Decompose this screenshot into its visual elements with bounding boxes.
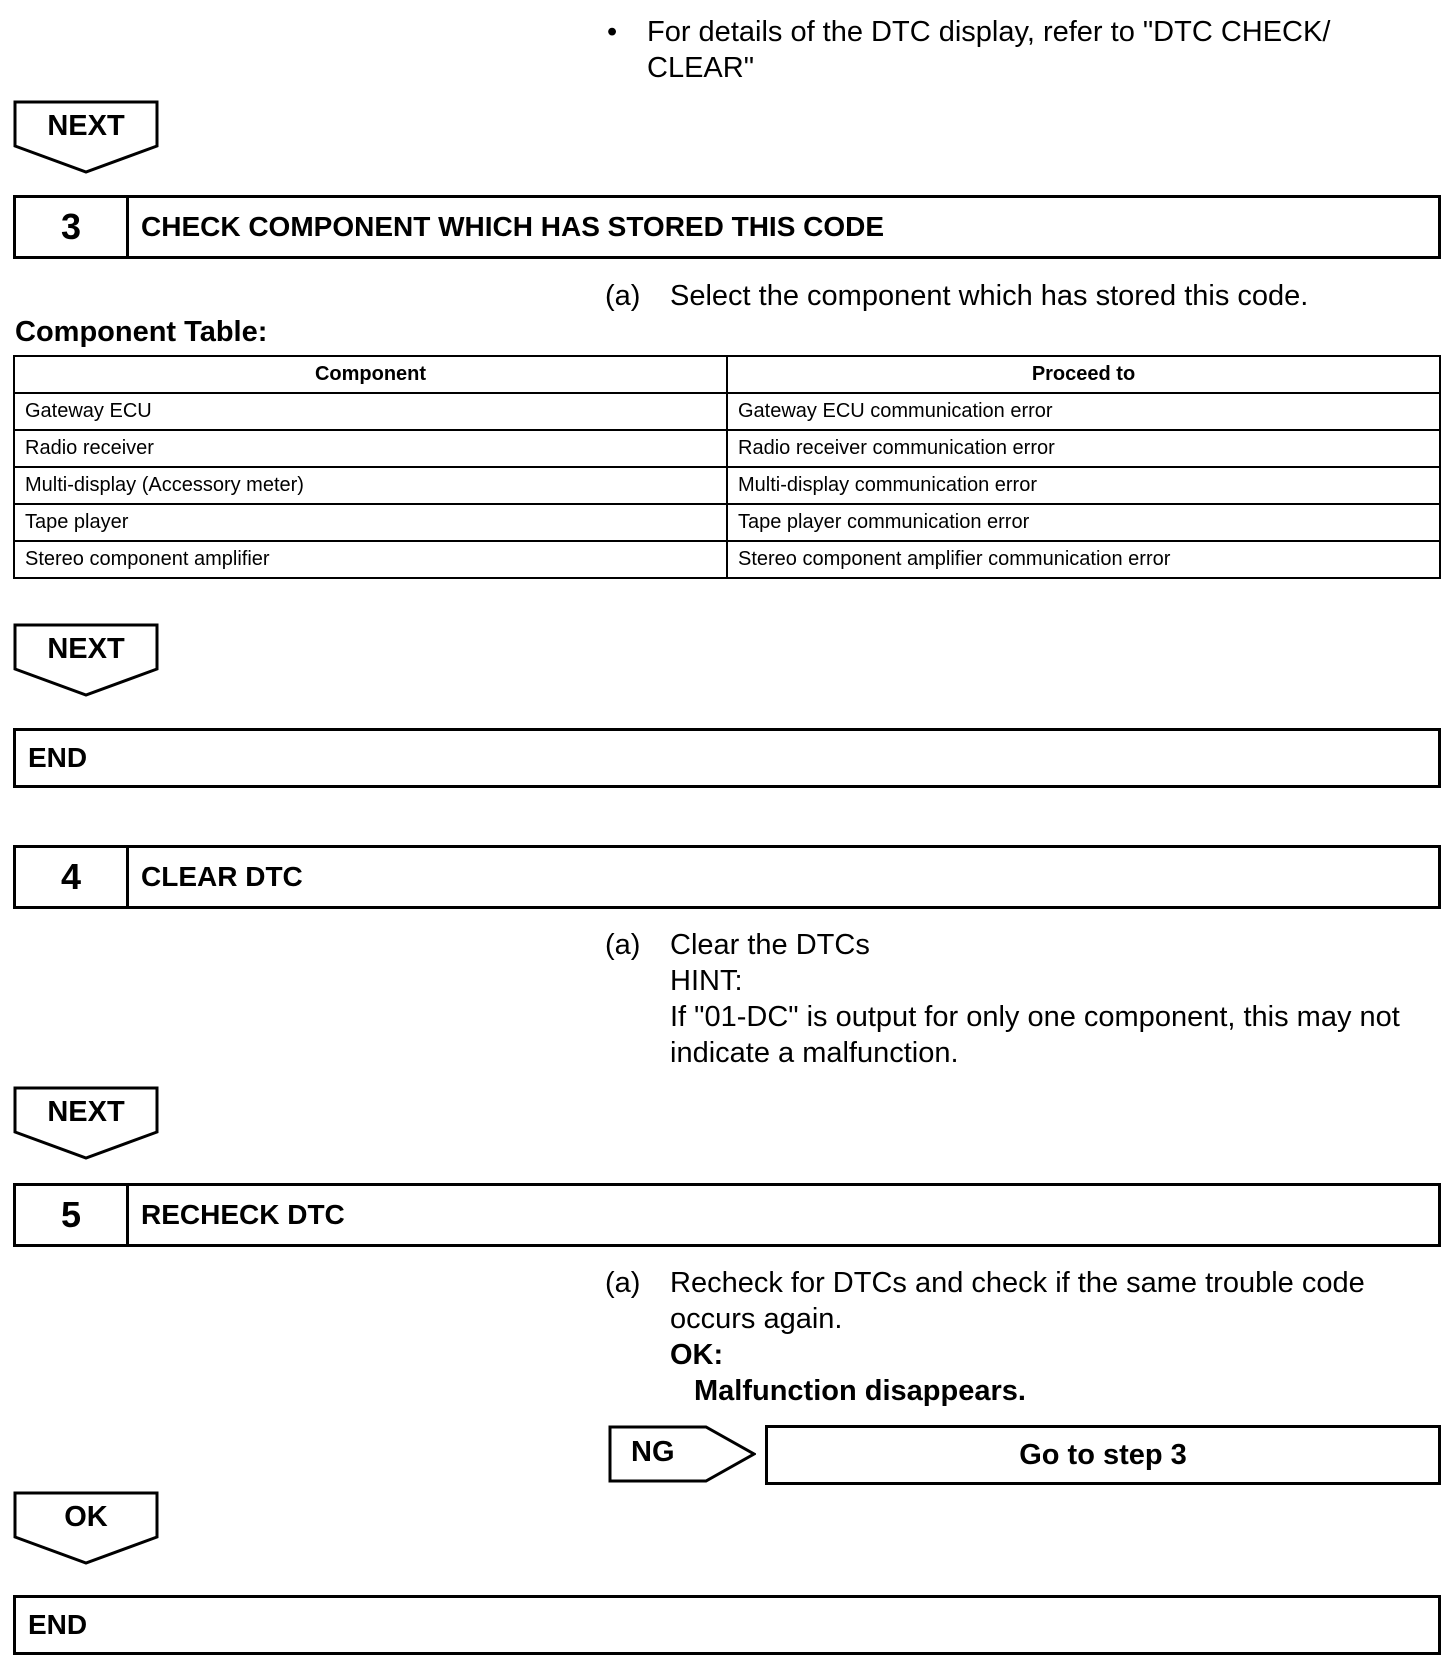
column-header: Proceed to: [727, 356, 1440, 393]
step-4-header: [13, 845, 1441, 909]
step-3-item: [605, 278, 1445, 314]
step-number: 3: [16, 198, 129, 256]
end-box-2: [13, 1595, 1441, 1655]
next-arrow-2: [13, 623, 159, 697]
item-label: (a): [605, 929, 641, 961]
step-4-item: [605, 927, 1445, 1071]
next-label: NEXT: [47, 633, 125, 665]
next-arrow-1: [13, 100, 159, 174]
step-title: RECHECK DTC: [141, 1199, 345, 1230]
end-label: END: [28, 742, 88, 773]
item-label: (a): [605, 280, 641, 312]
table-cell: Stereo component amplifier communication error: [727, 541, 1440, 578]
next-label: NEXT: [47, 110, 125, 142]
top-note-text: For details of the DTC display, refer to "DTC CHECK/ CLEAR": [647, 16, 1331, 84]
ng-arrow: [608, 1425, 756, 1483]
end-label: END: [28, 1609, 88, 1640]
item-body: [670, 927, 1440, 1071]
table-cell: Radio receiver: [14, 430, 727, 467]
step-number: 4: [16, 848, 129, 906]
table-cell: Gateway ECU: [14, 393, 727, 430]
table-cell: Multi-display (Accessory meter): [14, 467, 727, 504]
go-to-step-3-box[interactable]: [765, 1425, 1441, 1485]
table-header-row: [14, 356, 1440, 393]
next-arrow-3: [13, 1086, 159, 1160]
table-cell: Gateway ECU communication error: [727, 393, 1440, 430]
ok-label: OK:: [670, 1339, 724, 1371]
item-text: Clear the DTCs: [670, 929, 870, 961]
item-text: Select the component which has stored this code.: [670, 280, 1309, 312]
table-row: [14, 393, 1440, 430]
item-body: [670, 1265, 1440, 1409]
item-label: (a): [605, 1267, 641, 1299]
table-cell: Tape player communication error: [727, 504, 1440, 541]
bullet: •: [607, 16, 618, 48]
table-row: [14, 541, 1440, 578]
step-title: CLEAR DTC: [141, 861, 303, 892]
column-header: Component: [14, 356, 727, 393]
component-table-title: Component Table:: [15, 316, 268, 348]
go-to-step-text: Go to step 3: [1019, 1438, 1187, 1471]
ok-arrow: [13, 1491, 159, 1565]
step-5-item: [605, 1265, 1445, 1409]
ok-arrow-label: OK: [64, 1501, 108, 1533]
table-cell: Stereo component amplifier: [14, 541, 727, 578]
table-cell: Radio receiver communication error: [727, 430, 1440, 467]
hint-text: If "01-DC" is output for only one component, this may not indicate a malfunction.: [670, 1001, 1400, 1069]
next-label: NEXT: [47, 1096, 125, 1128]
item-text: Recheck for DTCs and check if the same trouble code occurs again.: [670, 1267, 1365, 1335]
table-cell: Tape player: [14, 504, 727, 541]
component-table: [13, 355, 1441, 579]
step-3-header: [13, 195, 1441, 259]
table-cell: Multi-display communication error: [727, 467, 1440, 504]
step-5-header: [13, 1183, 1441, 1247]
ok-text: Malfunction disappears.: [694, 1375, 1026, 1407]
table-row: [14, 467, 1440, 504]
table-row: [14, 430, 1440, 467]
step-number: 5: [16, 1186, 129, 1244]
hint-label: HINT:: [670, 965, 743, 997]
table-row: [14, 504, 1440, 541]
end-box-1: [13, 728, 1441, 788]
ng-label: NG: [631, 1436, 675, 1468]
step-title: CHECK COMPONENT WHICH HAS STORED THIS CODE: [141, 211, 885, 242]
